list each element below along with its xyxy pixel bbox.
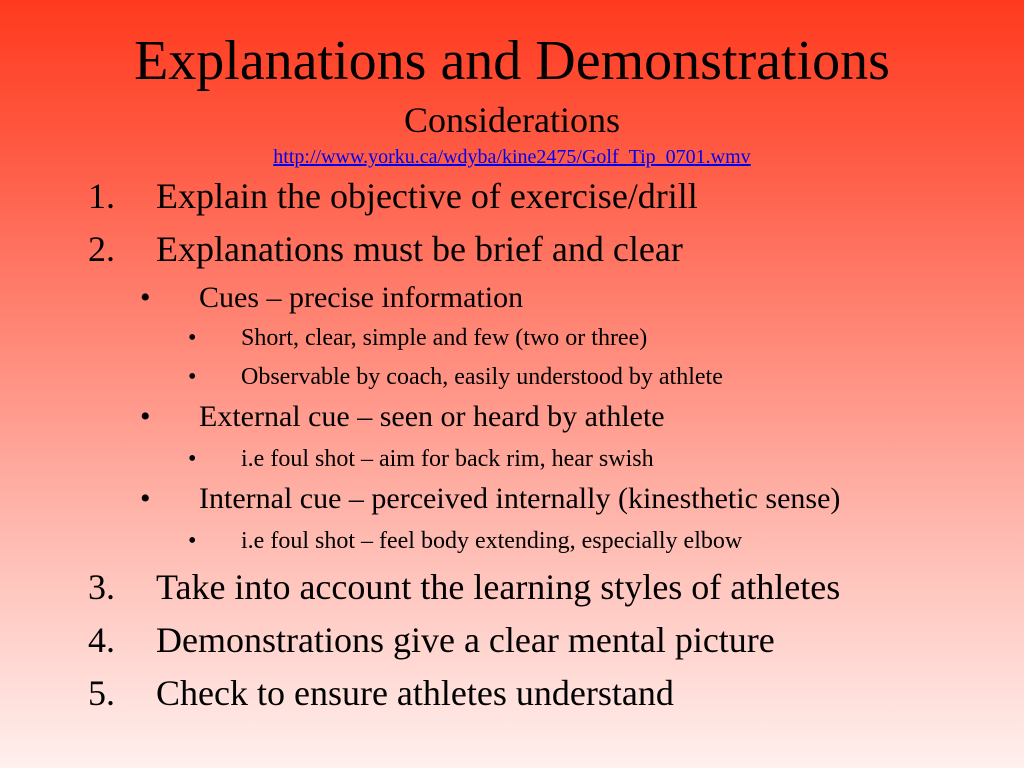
- slide-subtitle: Considerations: [404, 100, 620, 140]
- sub-item-text: Internal cue – perceived internally (kinesthetic sense): [199, 482, 841, 515]
- sub-sub-item-text: i.e foul shot – aim for back rim, hear swish: [241, 446, 654, 472]
- bullet-marker: •: [188, 325, 197, 351]
- list-item-text: Explanations must be brief and clear: [156, 229, 683, 269]
- sub-item-text: Cues – precise information: [199, 281, 524, 314]
- bullet-marker: •: [140, 281, 151, 314]
- bullet-marker: •: [188, 364, 197, 390]
- bullet-marker: •: [188, 446, 197, 472]
- sub-item-text: External cue – seen or heard by athlete: [199, 400, 665, 433]
- video-link[interactable]: http://www.yorku.ca/wdyba/kine2475/Golf_Tip_0701.wmv: [273, 146, 751, 168]
- list-marker: 4.: [88, 620, 115, 660]
- video-link-container: [0, 145, 1024, 169]
- list-marker: 3.: [88, 567, 115, 607]
- bullet-marker: •: [140, 400, 151, 433]
- list-item-text: Explain the objective of exercise/drill: [156, 176, 698, 216]
- list-marker: 5.: [88, 673, 115, 713]
- bullet-marker: •: [140, 482, 151, 515]
- list-marker: 2.: [88, 229, 115, 269]
- list-marker: 1.: [88, 176, 115, 216]
- slide-title: Explanations and Demonstrations: [134, 30, 890, 92]
- list-item-text: Check to ensure athletes understand: [156, 673, 674, 713]
- sub-sub-item-text: Short, clear, simple and few (two or three): [241, 325, 648, 351]
- sub-sub-item-text: i.e foul shot – feel body extending, especially elbow: [241, 528, 743, 554]
- list-item-text: Take into account the learning styles of athletes: [156, 567, 841, 607]
- bullet-marker: •: [188, 528, 197, 554]
- list-item-text: Demonstrations give a clear mental picture: [156, 620, 775, 660]
- sub-sub-item-text: Observable by coach, easily understood by athlete: [241, 364, 723, 390]
